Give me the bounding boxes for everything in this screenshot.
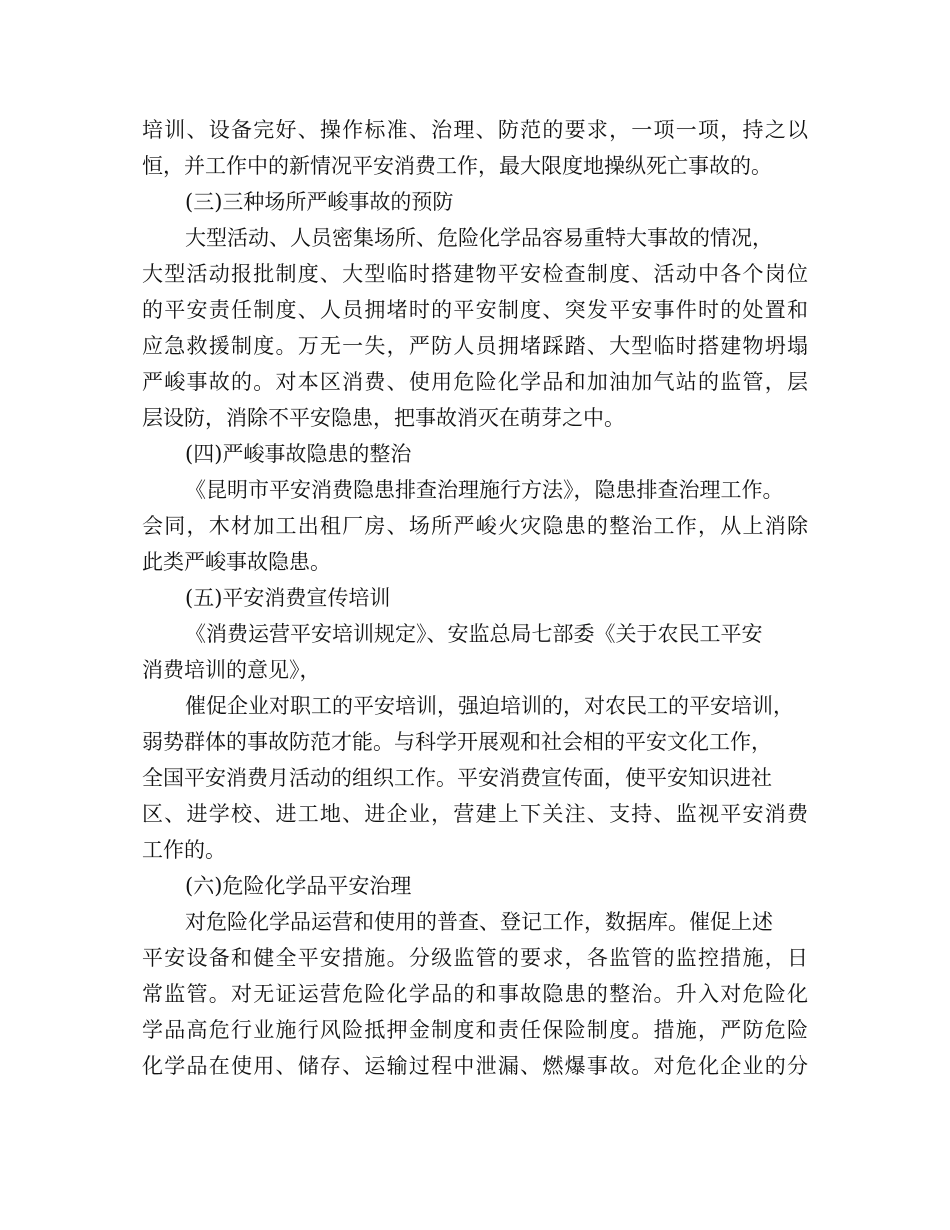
- text-line: 化学品在使用、储存、运输过程中泄漏、燃爆事故。对危化企业的分: [142, 1054, 808, 1078]
- text-line: 《昆明市平安消费隐患排查治理施行方法》，隐患排查治理工作。: [185, 478, 784, 502]
- text-line: 《消费运营平安培训规定》、安监总局七部委《关于农民工平安: [185, 622, 763, 646]
- text-line: 的平安责任制度、人员拥堵时的平安制度、突发平安事件时的处置和: [142, 298, 808, 322]
- text-line: 大型活动报批制度、大型临时搭建物平安检查制度、活动中各个岗位: [142, 262, 808, 286]
- text-line: 催促企业对职工的平安培训，强迫培训的，对农民工的平安培训，: [185, 694, 794, 718]
- text-line: 学品高危行业施行风险抵押金制度和责任保险制度。措施，严防危险: [142, 1018, 808, 1042]
- text-line: 培训、设备完好、操作标准、治理、防范的要求，一项一项，持之以: [142, 118, 808, 142]
- text-line: 严峻事故的。对本区消费、使用危险化学品和加油加气站的监管，层: [142, 370, 808, 394]
- document-body: [142, 112, 808, 1084]
- section-heading: (四)严峻事故隐患的整治: [185, 442, 412, 466]
- text-line: 常监管。对无证运营危险化学品的和事故隐患的整治。升入对危险化: [142, 982, 808, 1006]
- text-line: 平安设备和健全平安措施。分级监管的要求，各监管的监控措施，日: [142, 946, 808, 970]
- section-heading: (三)三种场所严峻事故的预防: [185, 190, 454, 214]
- text-line: 恒，并工作中的新情况平安消费工作，最大限度地操纵死亡事故的。: [142, 154, 772, 178]
- text-line: 区、进学校、进工地、进企业，营建上下关注、支持、监视平安消费: [142, 802, 808, 826]
- text-line: 对危险化学品运营和使用的普查、登记工作，数据库。催促上述: [185, 910, 773, 934]
- text-line: 层设防，消除不平安隐患，把事故消灭在萌芽之中。: [142, 406, 625, 430]
- text-line: 弱势群体的事故防范才能。与科学开展观和社会相的平安文化工作，: [142, 730, 772, 754]
- text-line: 应急救援制度。万无一失，严防人员拥堵踩踏、大型临时搭建物坍塌: [142, 334, 808, 358]
- text-line: 此类严峻事故隐患。: [142, 550, 331, 574]
- section-heading: (六)危险化学品平安治理: [185, 874, 412, 898]
- text-line: 全国平安消费月活动的组织工作。平安消费宣传面，使平安知识进社: [142, 766, 772, 790]
- text-line: 会同，木材加工出租厂房、场所严峻火灾隐患的整治工作，从上消除: [142, 514, 808, 538]
- text-line: 大型活动、人员密集场所、危险化学品容易重特大事故的情况，: [185, 226, 773, 250]
- text-line: 工作的。: [142, 838, 226, 862]
- text-line: 消费培训的意见》，: [142, 658, 321, 682]
- section-heading: (五)平安消费宣传培训: [185, 586, 391, 610]
